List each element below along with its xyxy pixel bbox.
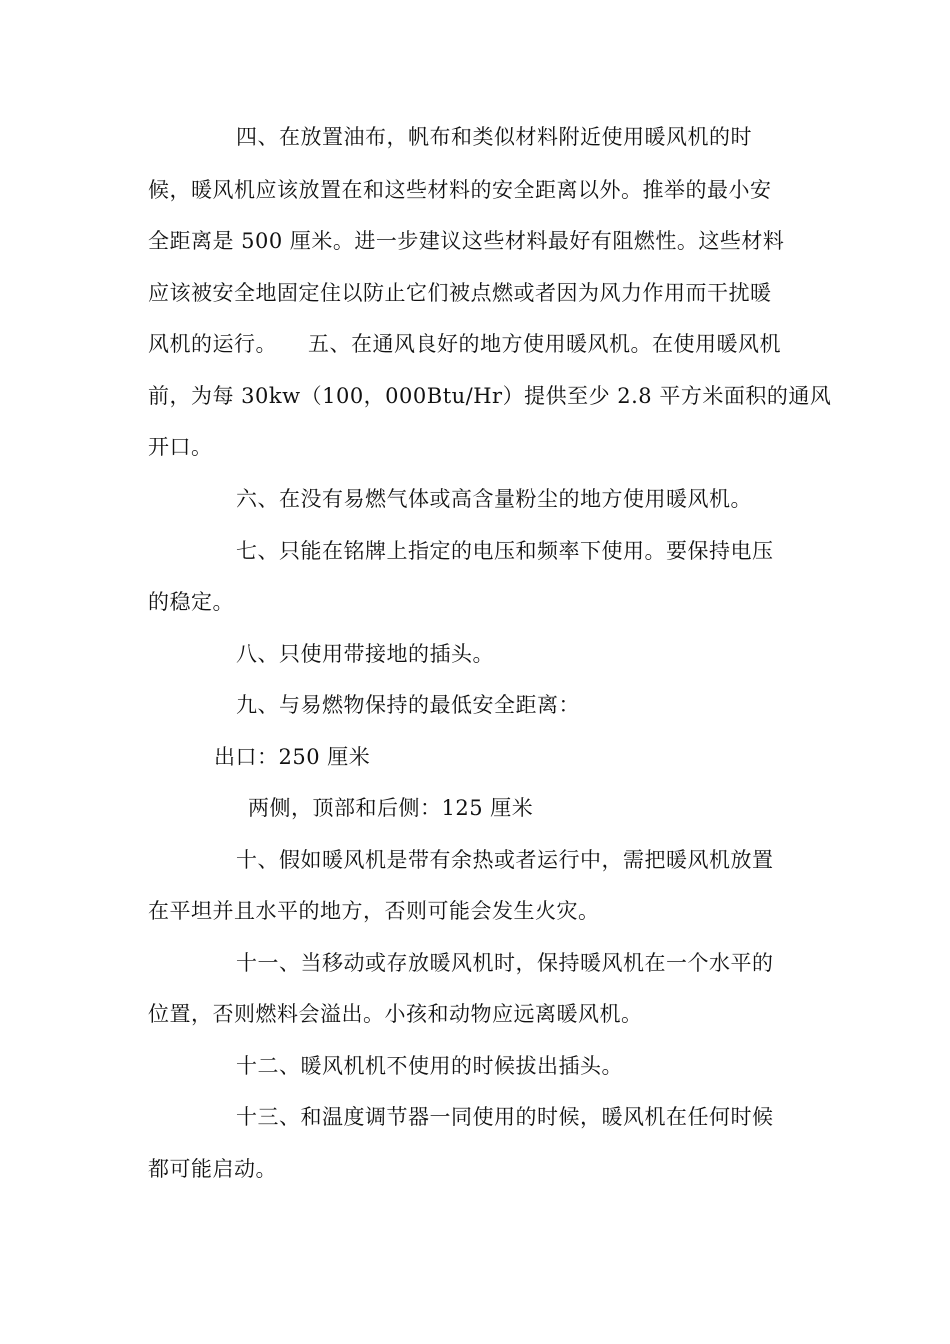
text-line: 在平坦并且水平的地方，否则可能会发生火灾。 [148, 899, 600, 923]
text-line: 都可能启动。 [148, 1157, 277, 1181]
text-line: 五、在通风良好的地方使用暖风机。在使用暖风机 [308, 332, 781, 356]
text-line: 全距离是 500 厘米。进一步建议这些材料最好有阻燃性。这些材料 [148, 229, 785, 253]
text-line: 十三、和温度调节器一同使用的时候，暖风机在任何时候 [236, 1105, 774, 1129]
text-line: 的稳定。 [148, 590, 234, 614]
text-line: 八、只使用带接地的插头。 [236, 642, 494, 666]
text-line: 十、假如暖风机是带有余热或者运行中，需把暖风机放置 [236, 848, 774, 872]
text-line: 六、在没有易燃气体或高含量粉尘的地方使用暖风机。 [236, 487, 752, 511]
text-line: 候，暖风机应该放置在和这些材料的安全距离以外。推举的最小安 [148, 178, 772, 202]
text-line: 应该被安全地固定住以防止它们被点燃或者因为风力作用而干扰暖 [148, 281, 772, 305]
text-line: 出口：250 厘米 [214, 745, 371, 769]
text-line: 前，为每 30kw（100，000Btu/Hr）提供至少 2.8 平方米面积的通风 [148, 384, 832, 408]
text-line: 七、只能在铭牌上指定的电压和频率下使用。要保持电压 [236, 539, 774, 563]
text-line: 两侧，顶部和后侧：125 厘米 [248, 796, 534, 820]
text-line: 十一、当移动或存放暖风机时，保持暖风机在一个水平的 [236, 951, 774, 975]
text-line: 九、与易燃物保持的最低安全距离： [236, 693, 580, 717]
text-line: 开口。 [148, 435, 213, 459]
text-line: 十二、暖风机机不使用的时候拔出插头。 [236, 1054, 623, 1078]
text-line: 风机的运行。 [148, 332, 277, 356]
text-line: 四、在放置油布，帆布和类似材料附近使用暖风机的时 [236, 125, 752, 149]
text-line: 位置，否则燃料会溢出。小孩和动物应远离暖风机。 [148, 1002, 643, 1026]
